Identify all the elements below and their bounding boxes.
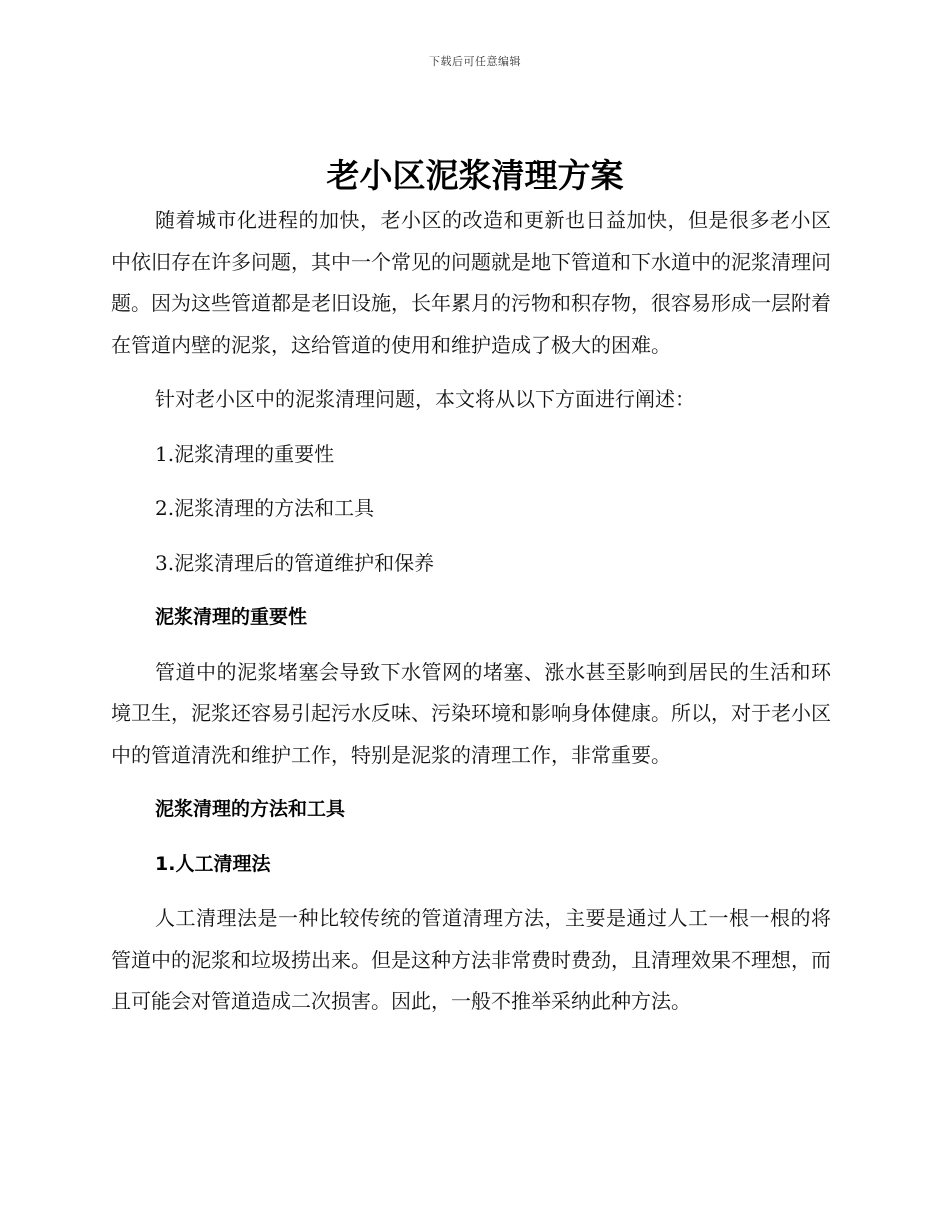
section-heading-importance: 泥浆清理的重要性	[155, 606, 308, 628]
outline-item: 3.泥浆清理后的管道维护和保养	[155, 550, 435, 575]
outline-item: 1.泥浆清理的重要性	[155, 441, 335, 466]
subsection-heading-manual-cleaning: 1.人工清理法	[155, 852, 271, 875]
outline-item: 2.泥浆清理的方法和工具	[155, 496, 375, 520]
document-body	[111, 200, 831, 1023]
importance-paragraph: 管道中的泥浆堵塞会导致下水管网的堵塞、涨水甚至影响到居民的生活和环境卫生，泥浆还容易引起污水反味、污染环境和影响身体健康。所以，对于老小区中的管道清洗和维护工作，特别是泥浆的清理工作，非常重要。	[111, 659, 831, 767]
section-heading-methods: 泥浆清理的方法和工具	[155, 798, 346, 820]
page-header-note: 下载后可任意编辑	[429, 55, 521, 68]
intro-paragraph: 随着城市化进程的加快，老小区的改造和更新也日益加快，但是很多老小区中依旧存在许多问题，其中一个常见的问题就是地下管道和下水道中的泥浆清理问题。因为这些管道都是老旧设施，长年累月的污物和积存物，很容易形成一层附着在管道内壁的泥浆，这给管道的使用和维护造成了极大的困难。	[111, 208, 831, 357]
document-title: 老小区泥浆清理方案	[326, 156, 624, 195]
manual-cleaning-paragraph: 人工清理法是一种比较传统的管道清理方法，主要是通过人工一根一根的将管道中的泥浆和垃圾捞出来。但是这种方法非常费时费劲，且清理效果不理想，而且可能会对管道造成二次损害。因此，一般不推举采纳此种方法。	[111, 906, 831, 1013]
outline-intro-paragraph: 针对老小区中的泥浆清理问题，本文将从以下方面进行阐述：	[155, 387, 695, 411]
